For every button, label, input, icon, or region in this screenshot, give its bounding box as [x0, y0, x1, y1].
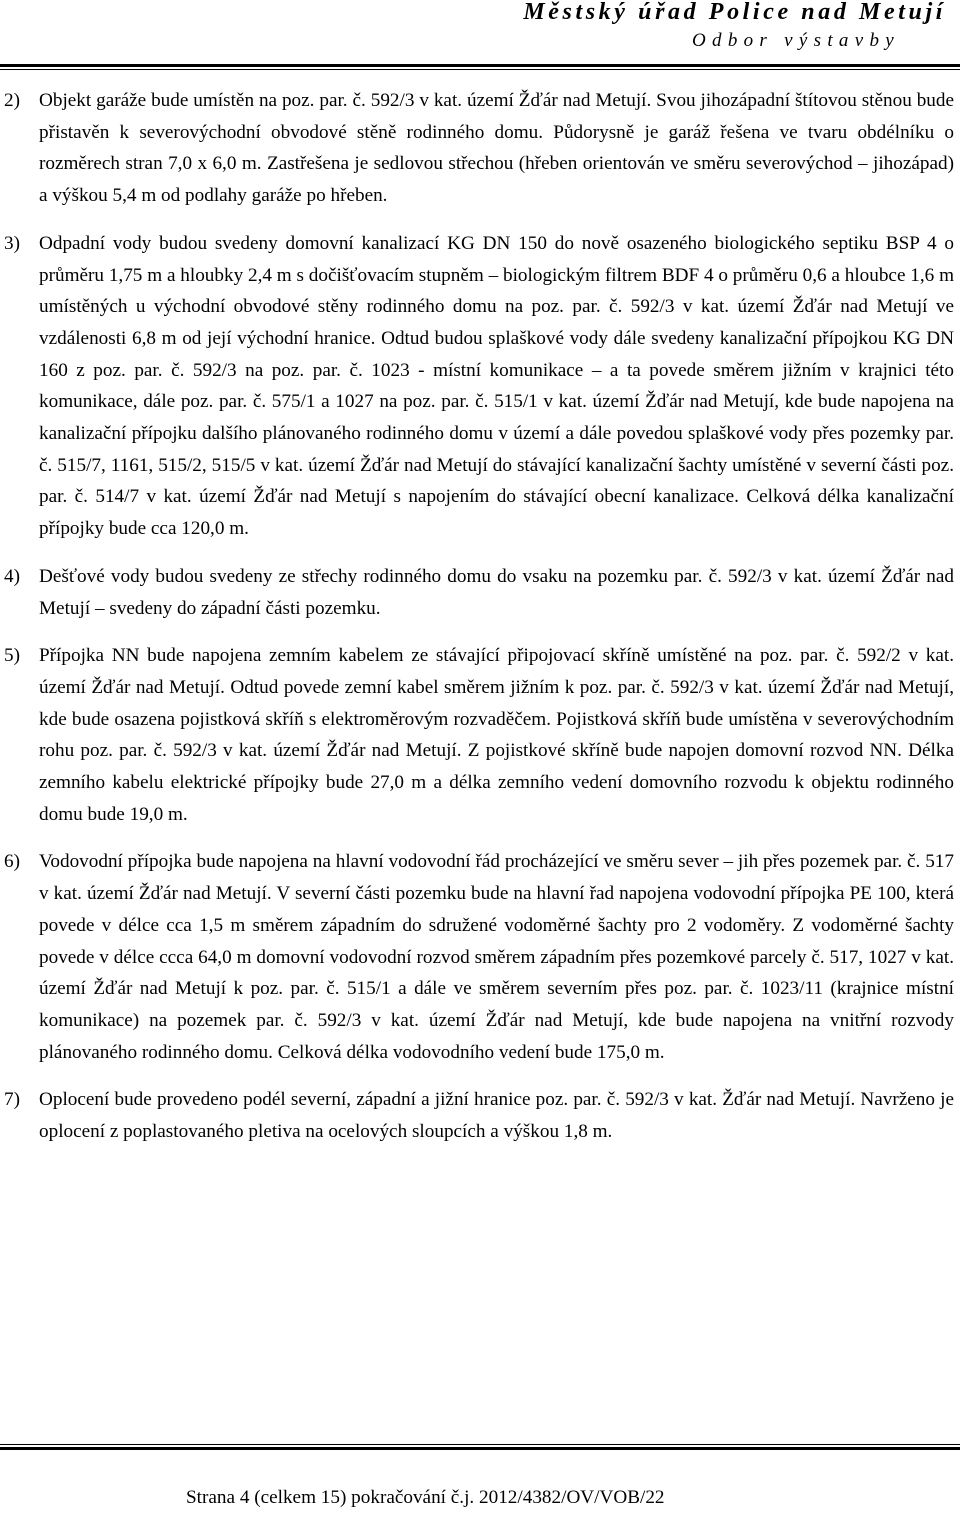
item-number: 4): [4, 565, 20, 587]
list-item-5: [0, 640, 960, 830]
document-body: [0, 85, 960, 1164]
item-text: Vodovodní přípojka bude napojena na hlavní vodovodní řád procházející ve směru sever – jih přes pozemek par. č. 517 v kat. území Žďár nad Metují. V severní části pozemku bude na hlavní řad napojena vodovodní přípojka PE 100, která povede v délce cca 1,5 m směrem západním do sdružené vodoměrné šachty pro 2 vodoměry. Z vodoměrné šachty povede v délce ccca 64,0 m domovní vodovodní rozvod směrem západním přes pozemkové parcely č. 517, 1027 v kat. území Žďár nad Metují k poz. par. č. 515/1 a dále ve směrem severním přes poz. par. č. 1023/11 (krajnice místní komunikace) na pozemek par. č. 592/3 v kat. území Žďár nad Metují, kde bude napojena na vnitřní rozvody plánovaného rodinného domu. Celková délka vodovodního vedení bude 175,0 m.: [39, 851, 954, 1063]
item-number: 6): [4, 851, 20, 873]
department-subtitle: Odbor výstavby: [692, 30, 900, 51]
page-footer: Strana 4 (celkem 15) pokračování č.j. 2012/4382/OV/VOB/22: [186, 1487, 665, 1508]
footer-rule-thick: [0, 1447, 960, 1450]
header-rule-thin: [0, 69, 960, 70]
list-item-4: [0, 561, 960, 624]
list-item-7: [0, 1084, 960, 1147]
office-title: Městský úřad Police nad Metují: [523, 0, 946, 25]
item-number: 5): [4, 645, 20, 667]
list-item-3: [0, 228, 960, 545]
page-header: [0, 0, 960, 60]
item-text: Oplocení bude provedeno podél severní, západní a jižní hranice poz. par. č. 592/3 v kat. Žďár nad Metují. Navrženo je oplocení z poplastovaného pletiva na ocelových sloupcích a výškou 1,8 m.: [39, 1089, 954, 1143]
item-number: 7): [4, 1089, 20, 1111]
item-number: 2): [4, 90, 20, 111]
list-item-6: [0, 846, 960, 1068]
item-text: Dešťové vody budou svedeny ze střechy rodinného domu do vsaku na pozemku par. č. 592/3 v kat. území Žďár nad Metují – svedeny do západní části pozemku.: [39, 565, 954, 619]
item-text: Objekt garáže bude umístěn na poz. par. č. 592/3 v kat. území Žďár nad Metují. Svou jihozápadní štítovou stěnou bude přistavěn k severovýchodní obvodové stěně rodinného domu. Půdorysně je garáž řešena ve tvaru obdélníku o rozměrech stran 7,0 x 6,0 m. Zastřešena je sedlovou střechou (hřeben orientován ve směru severovýchod – jihozápad) a výškou 5,4 m od podlahy garáže po hřeben.: [39, 90, 954, 207]
list-item-2: [0, 85, 960, 212]
footer-rule-thin: [0, 1444, 960, 1445]
item-number: 3): [4, 232, 20, 254]
header-rule-thick: [0, 64, 960, 67]
item-text: Odpadní vody budou svedeny domovní kanalizací KG DN 150 do nově osazeného biologického septiku BSP 4 o průměru 1,75 m a hloubky 2,4 m s dočišťovacím stupněm – biologickým filtrem BDF 4 o průměru 0,6 a hloubce 1,6 m umístěných u východní obvodové stěny rodinného domu na poz. par. č. 592/3 v kat. území Žďár nad Metují ve vzdálenosti 6,8 m od její východní hranice. Odtud budou splaškové vody dále svedeny kanalizační přípojkou KG DN 160 z poz. par. č. 592/3 na poz. par. č. 1023 - místní komunikace – a ta povede směrem jižním v krajnici této komunikace, dále poz. par. č. 575/1 a 1027 na poz. par. č. 515/1 v kat. území Žďár nad Metují, kde bude napojena na kanalizační přípojku dalšího plánovaného rodinného domu v území a dále povedou splaškové vody přes pozemky par. č. 515/7, 1161, 515/2, 515/5 v kat. území Žďár nad Metují do stávající kanalizační šachty umístěné v severní části poz. par. č. 514/7 v kat. území Žďár nad Metují s napojením do stávající obecní kanalizace. Celková délka kanalizační přípojky bude cca 120,0 m.: [39, 232, 954, 540]
item-text: Přípojka NN bude napojena zemním kabelem ze stávající připojovací skříně umístěné na poz. par. č. 592/2 v kat. území Žďár nad Metují. Odtud povede zemní kabel směrem jižním k poz. par. č. 592/3 v kat. území Žďár nad Metují, kde bude osazena pojistková skříň s elektroměrovým rozvaděčem. Pojistková skříň bude umístěna v severovýchodním rohu poz. par. č. 592/3 v kat. území Žďár nad Metují. Z pojistkové skříně bude napojen domovní rozvod NN. Délka zemního kabelu elektrické přípojky bude 27,0 m a délka zemního vedení domovního rozvodu k objektu rodinného domu bude 19,0 m.: [39, 645, 954, 825]
